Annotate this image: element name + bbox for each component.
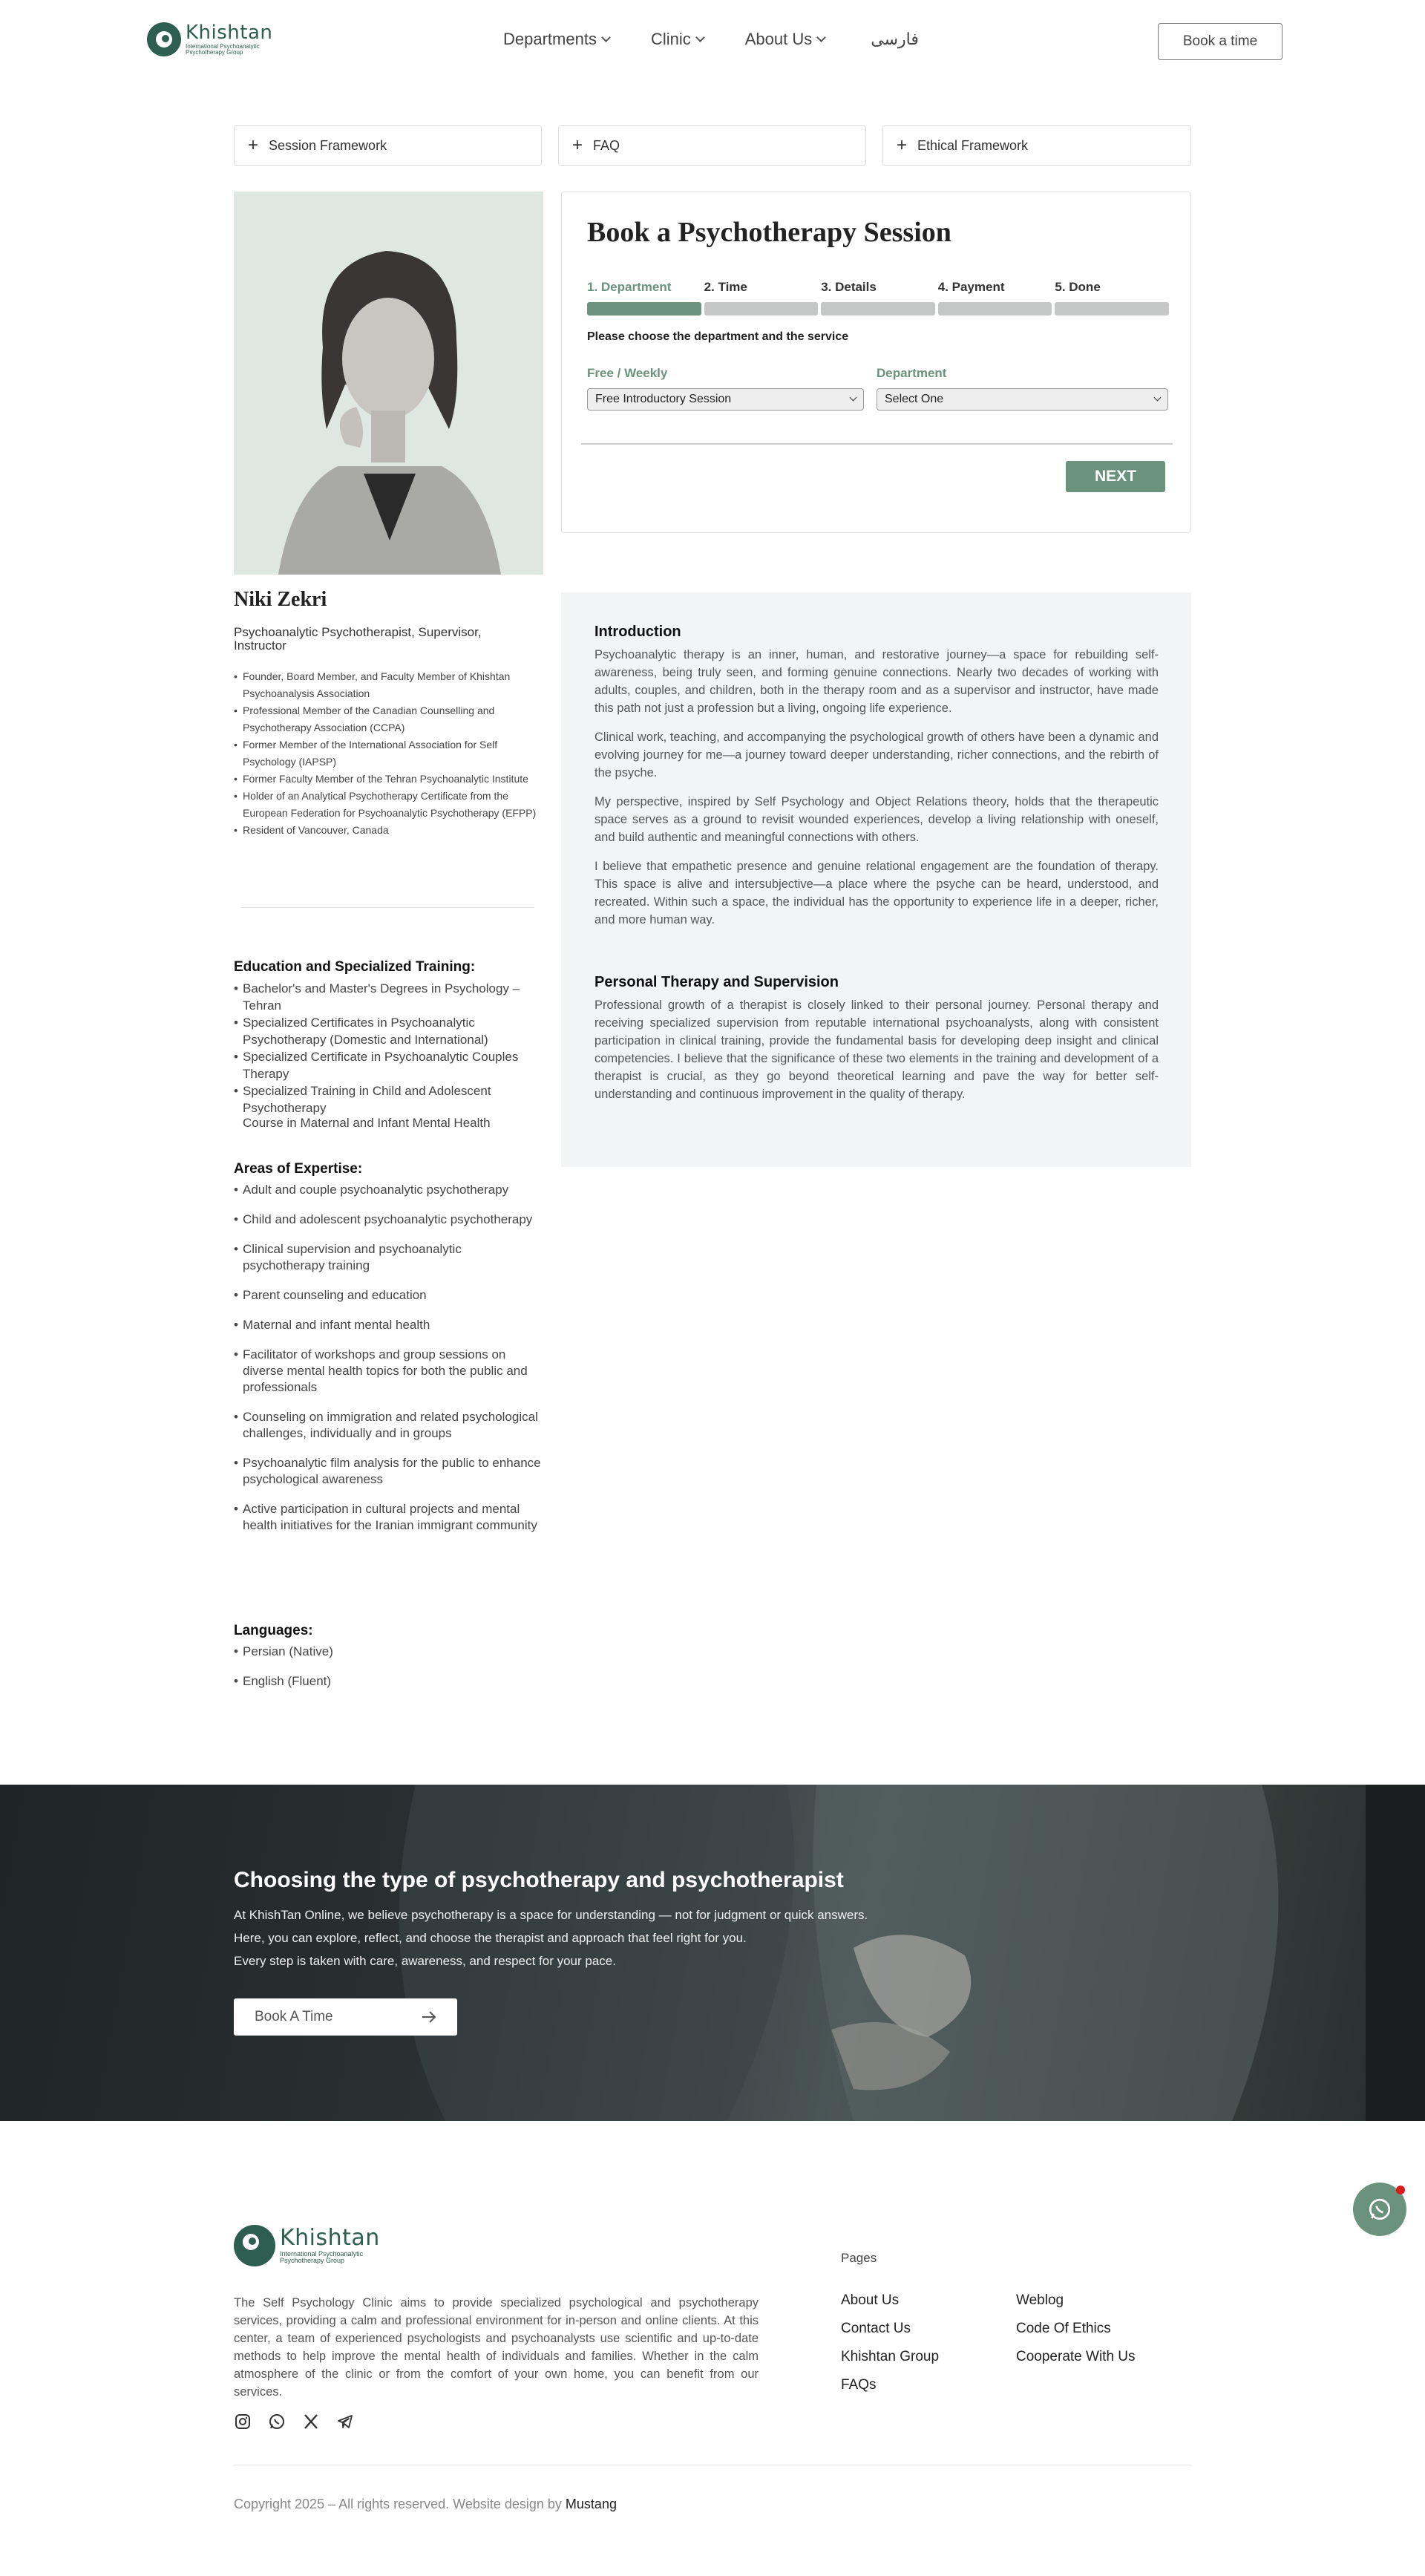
languages-heading: Languages:: [234, 1623, 313, 1638]
book-a-time-button[interactable]: Book a time: [1158, 23, 1282, 60]
list-item: • Specialized Training in Child and Adolescent Psychotherapy: [234, 1082, 538, 1117]
list-item: • Former Member of the International Association for Self Psychology (IAPSP): [234, 736, 542, 771]
divider: [581, 443, 1173, 445]
designer-link[interactable]: Mustang: [565, 2497, 617, 2511]
banner-title: Choosing the type of psychotherapy and psychotherapist: [234, 1868, 844, 1892]
list-item: • Persian (Native): [234, 1644, 538, 1660]
list-item: • Maternal and infant mental health: [234, 1317, 546, 1333]
list-item: • Counseling on immigration and related psychological challenges, individually and in groups: [234, 1409, 546, 1442]
step-payment[interactable]: 4. Payment: [938, 280, 1052, 316]
footer-link-code-of-ethics[interactable]: Code Of Ethics: [1016, 2321, 1111, 2336]
logo-name: Khishtan: [186, 22, 273, 44]
list-item: • Psychoanalytic film analysis for the public to enhance psychological awareness: [234, 1455, 546, 1488]
plus-icon: +: [897, 135, 908, 155]
list-item: • Adult and couple psychoanalytic psychotherapy: [234, 1182, 546, 1198]
introduction-heading: Introduction: [594, 624, 681, 640]
divider: [241, 907, 534, 908]
footer-link-cooperate[interactable]: Cooperate With Us: [1016, 2349, 1136, 2364]
footer-link-khishtan-group[interactable]: Khishtan Group: [841, 2349, 940, 2364]
free-weekly-select[interactable]: Free Introductory Session: [587, 388, 864, 411]
banner-background-image: [0, 1785, 1425, 2121]
languages-list: [234, 1644, 538, 1690]
accordion-faq[interactable]: + FAQ: [558, 125, 866, 166]
footer-link-contact-us[interactable]: Contact Us: [841, 2321, 911, 2336]
therapist-title: Psychoanalytic Psychotherapist, Supervisor, Instructor: [234, 625, 482, 653]
list-item: • English (Fluent): [234, 1673, 538, 1690]
notification-dot: [1396, 2186, 1405, 2194]
therapist-photo: [234, 192, 543, 575]
step-details[interactable]: 3. Details: [821, 280, 935, 316]
list-item: • Active participation in cultural projects and mental health initiatives for the Iranian immigrant community: [234, 1501, 546, 1534]
chevron-down-icon: [816, 33, 826, 42]
intro-paragraph: Psychoanalytic therapy is an inner, human, and restorative journey—a space for rebuilding self-awareness, being truly seen, and forming genuine connections. Nearly two decades of working with adults, couples, and children, both in the therapy room and as a supervisor and instructor, have made this path not just a profession but a living, ongoing life experience.: [594, 648, 1159, 715]
banner-line: Every step is taken with care, awareness, and respect for your pace.: [234, 1954, 616, 1968]
copyright: Copyright 2025 – All rights reserved. Website design by Mustang: [234, 2497, 617, 2511]
footer-link-faqs[interactable]: FAQs: [841, 2377, 877, 2393]
nav-language[interactable]: فارسی: [871, 30, 919, 48]
footer-logo[interactable]: [234, 2225, 380, 2266]
logo-subtitle-2: Psychotherapy Group: [186, 49, 243, 56]
footer-link-about-us[interactable]: About Us: [841, 2292, 900, 2308]
arrow-right-icon: [422, 2011, 436, 2023]
education-extra: Course in Maternal and Infant Mental Health: [243, 1116, 491, 1130]
intro-paragraph: My perspective, inspired by Self Psychology and Object Relations theory, holds that the therapeutic space serves as a ground to revisit wounded experiences, develop a living relationship with oneself, and build authentic and meaningful connections with others.: [594, 795, 1159, 844]
education-heading: Education and Specialized Training:: [234, 959, 476, 975]
supervision-paragraph: Professional growth of a therapist is closely linked to their personal journey. Personal therapy and receiving specialized supervision from reputable international psychoanalysts, along with consistent participation in clinical training, provide the fundamental basis for developing deep insight and clinical competencies. I believe that the significance of these two elements in the training and development of a therapist is crucial, as they go beyond theoretical learning and pave the way for better self-understanding and continuous improvement in the quality of therapy.: [594, 998, 1159, 1101]
footer-links-col2: [1016, 2292, 1136, 2365]
main-nav: [503, 30, 919, 49]
logo-icon: [234, 2225, 275, 2266]
step-department[interactable]: 1. Department: [587, 280, 701, 316]
footer-links-col1: [841, 2292, 939, 2393]
cta-banner: [0, 1785, 1425, 2121]
chevron-down-icon: [695, 33, 705, 42]
department-select[interactable]: Select One: [877, 388, 1168, 411]
list-item: • Specialized Certificate in Psychoanalytic Couples Therapy: [234, 1048, 538, 1082]
plus-icon: +: [572, 135, 583, 155]
list-item: • Facilitator of workshops and group sessions on diverse mental health topics for both the public and professionals: [234, 1347, 546, 1396]
introduction-body: [594, 646, 1159, 929]
step-time[interactable]: 2. Time: [704, 280, 819, 316]
list-item: • Founder, Board Member, and Faculty Member of Khishtan Psychoanalysis Association: [234, 668, 542, 702]
booking-title: Book a Psychotherapy Session: [587, 217, 951, 248]
list-item: • Parent counseling and education: [234, 1287, 546, 1304]
floating-whatsapp-button[interactable]: [1353, 2183, 1406, 2236]
field-label-department: Department: [877, 366, 947, 380]
list-item: • Former Faculty Member of the Tehran Psychoanalytic Institute: [234, 771, 542, 788]
introduction-section: [561, 592, 1191, 1167]
x-icon[interactable]: [302, 2413, 320, 2430]
social-links: [234, 2413, 354, 2430]
step-done[interactable]: 5. Done: [1055, 280, 1169, 316]
logo-subtitle-1: International Psychoanalytic: [280, 2250, 364, 2258]
chevron-down-icon: [1154, 394, 1162, 402]
booking-instruction: Please choose the department and the service: [587, 330, 849, 343]
chevron-down-icon: [850, 394, 857, 402]
footer-link-weblog[interactable]: Weblog: [1016, 2292, 1064, 2308]
intro-paragraph: I believe that empathetic presence and genuine relational engagement are the foundation of therapy. This space is alive and intersubjective—a place where the psyche can be heard, understood, and recreated. Within such a space, the individual has the opportunity to experience life in a deeper, richer, and more human way.: [594, 860, 1159, 926]
nav-departments[interactable]: Departments: [503, 30, 609, 49]
list-item: • Resident of Vancouver, Canada: [234, 822, 542, 839]
accordion-ethical-framework[interactable]: + Ethical Framework: [882, 125, 1191, 166]
logo-name: Khishtan: [280, 2225, 380, 2251]
therapist-name: Niki Zekri: [234, 588, 327, 611]
list-item: • Specialized Certificates in Psychoanalytic Psychotherapy (Domestic and International): [234, 1014, 538, 1048]
expertise-list: [234, 1182, 546, 1534]
chevron-down-icon: [601, 33, 611, 42]
list-item: • Child and adolescent psychoanalytic psychotherapy: [234, 1212, 546, 1228]
supervision-heading: Personal Therapy and Supervision: [594, 974, 839, 990]
accordion-session-framework[interactable]: + Session Framework: [234, 125, 542, 166]
list-item: • Clinical supervision and psychoanalytic psychotherapy training: [234, 1241, 546, 1274]
logo-subtitle-1: International Psychoanalytic: [186, 43, 260, 50]
telegram-icon[interactable]: [336, 2413, 354, 2430]
list-item: • Professional Member of the Canadian Counselling and Psychotherapy Association (CCPA): [234, 702, 542, 736]
footer-description: The Self Psychology Clinic aims to provide specialized psychological and psychotherapy services, providing a calm and professional environment for in-person and online clients. At this center, a team of experienced psychologists and psychoanalysts use scientific and up-to-date methods to help improve the mental health of individuals and families. Whether in the calm atmosphere of the clinic or from the comfort of your own home, you can benefit from our services.: [234, 2296, 759, 2399]
booking-panel: [561, 192, 1191, 533]
logo-subtitle-2: Psychotherapy Group: [280, 2257, 345, 2264]
expertise-heading: Areas of Expertise:: [234, 1161, 363, 1177]
field-label-free-weekly: Free / Weekly: [587, 366, 668, 380]
next-button[interactable]: NEXT: [1066, 461, 1165, 492]
banner-line: Here, you can explore, reflect, and choose the therapist and approach that feel right for you.: [234, 1931, 747, 1945]
list-item: • Holder of an Analytical Psychotherapy Certificate from the European Federation for Psychoanalytic Psychotherapy (EFPP): [234, 788, 542, 822]
logo-icon: [147, 22, 181, 56]
plus-icon: +: [248, 135, 259, 155]
whatsapp-icon: [1366, 2196, 1393, 2223]
booking-steps: [587, 280, 1169, 316]
banner-line: At KhishTan Online, we believe psychotherapy is a space for understanding — not for judgment or quick answers.: [234, 1908, 868, 1922]
intro-paragraph: Clinical work, teaching, and accompanying the psychological growth of others have been a dynamic and evolving journey for me—a journey toward deeper understanding, richer connections, and the rebirth of the psyche.: [594, 730, 1159, 779]
nav-clinic[interactable]: Clinic: [651, 30, 704, 49]
instagram-icon[interactable]: [234, 2413, 252, 2430]
whatsapp-icon[interactable]: [268, 2413, 286, 2430]
nav-about-us[interactable]: About Us: [745, 30, 825, 49]
banner-book-button[interactable]: Book A Time: [234, 1998, 457, 2036]
header-logo[interactable]: [147, 22, 272, 56]
footer-pages-heading: Pages: [841, 2251, 877, 2265]
education-list: [234, 980, 538, 1117]
credentials-list: [234, 668, 542, 839]
list-item: • Bachelor's and Master's Degrees in Psychology – Tehran: [234, 980, 538, 1014]
